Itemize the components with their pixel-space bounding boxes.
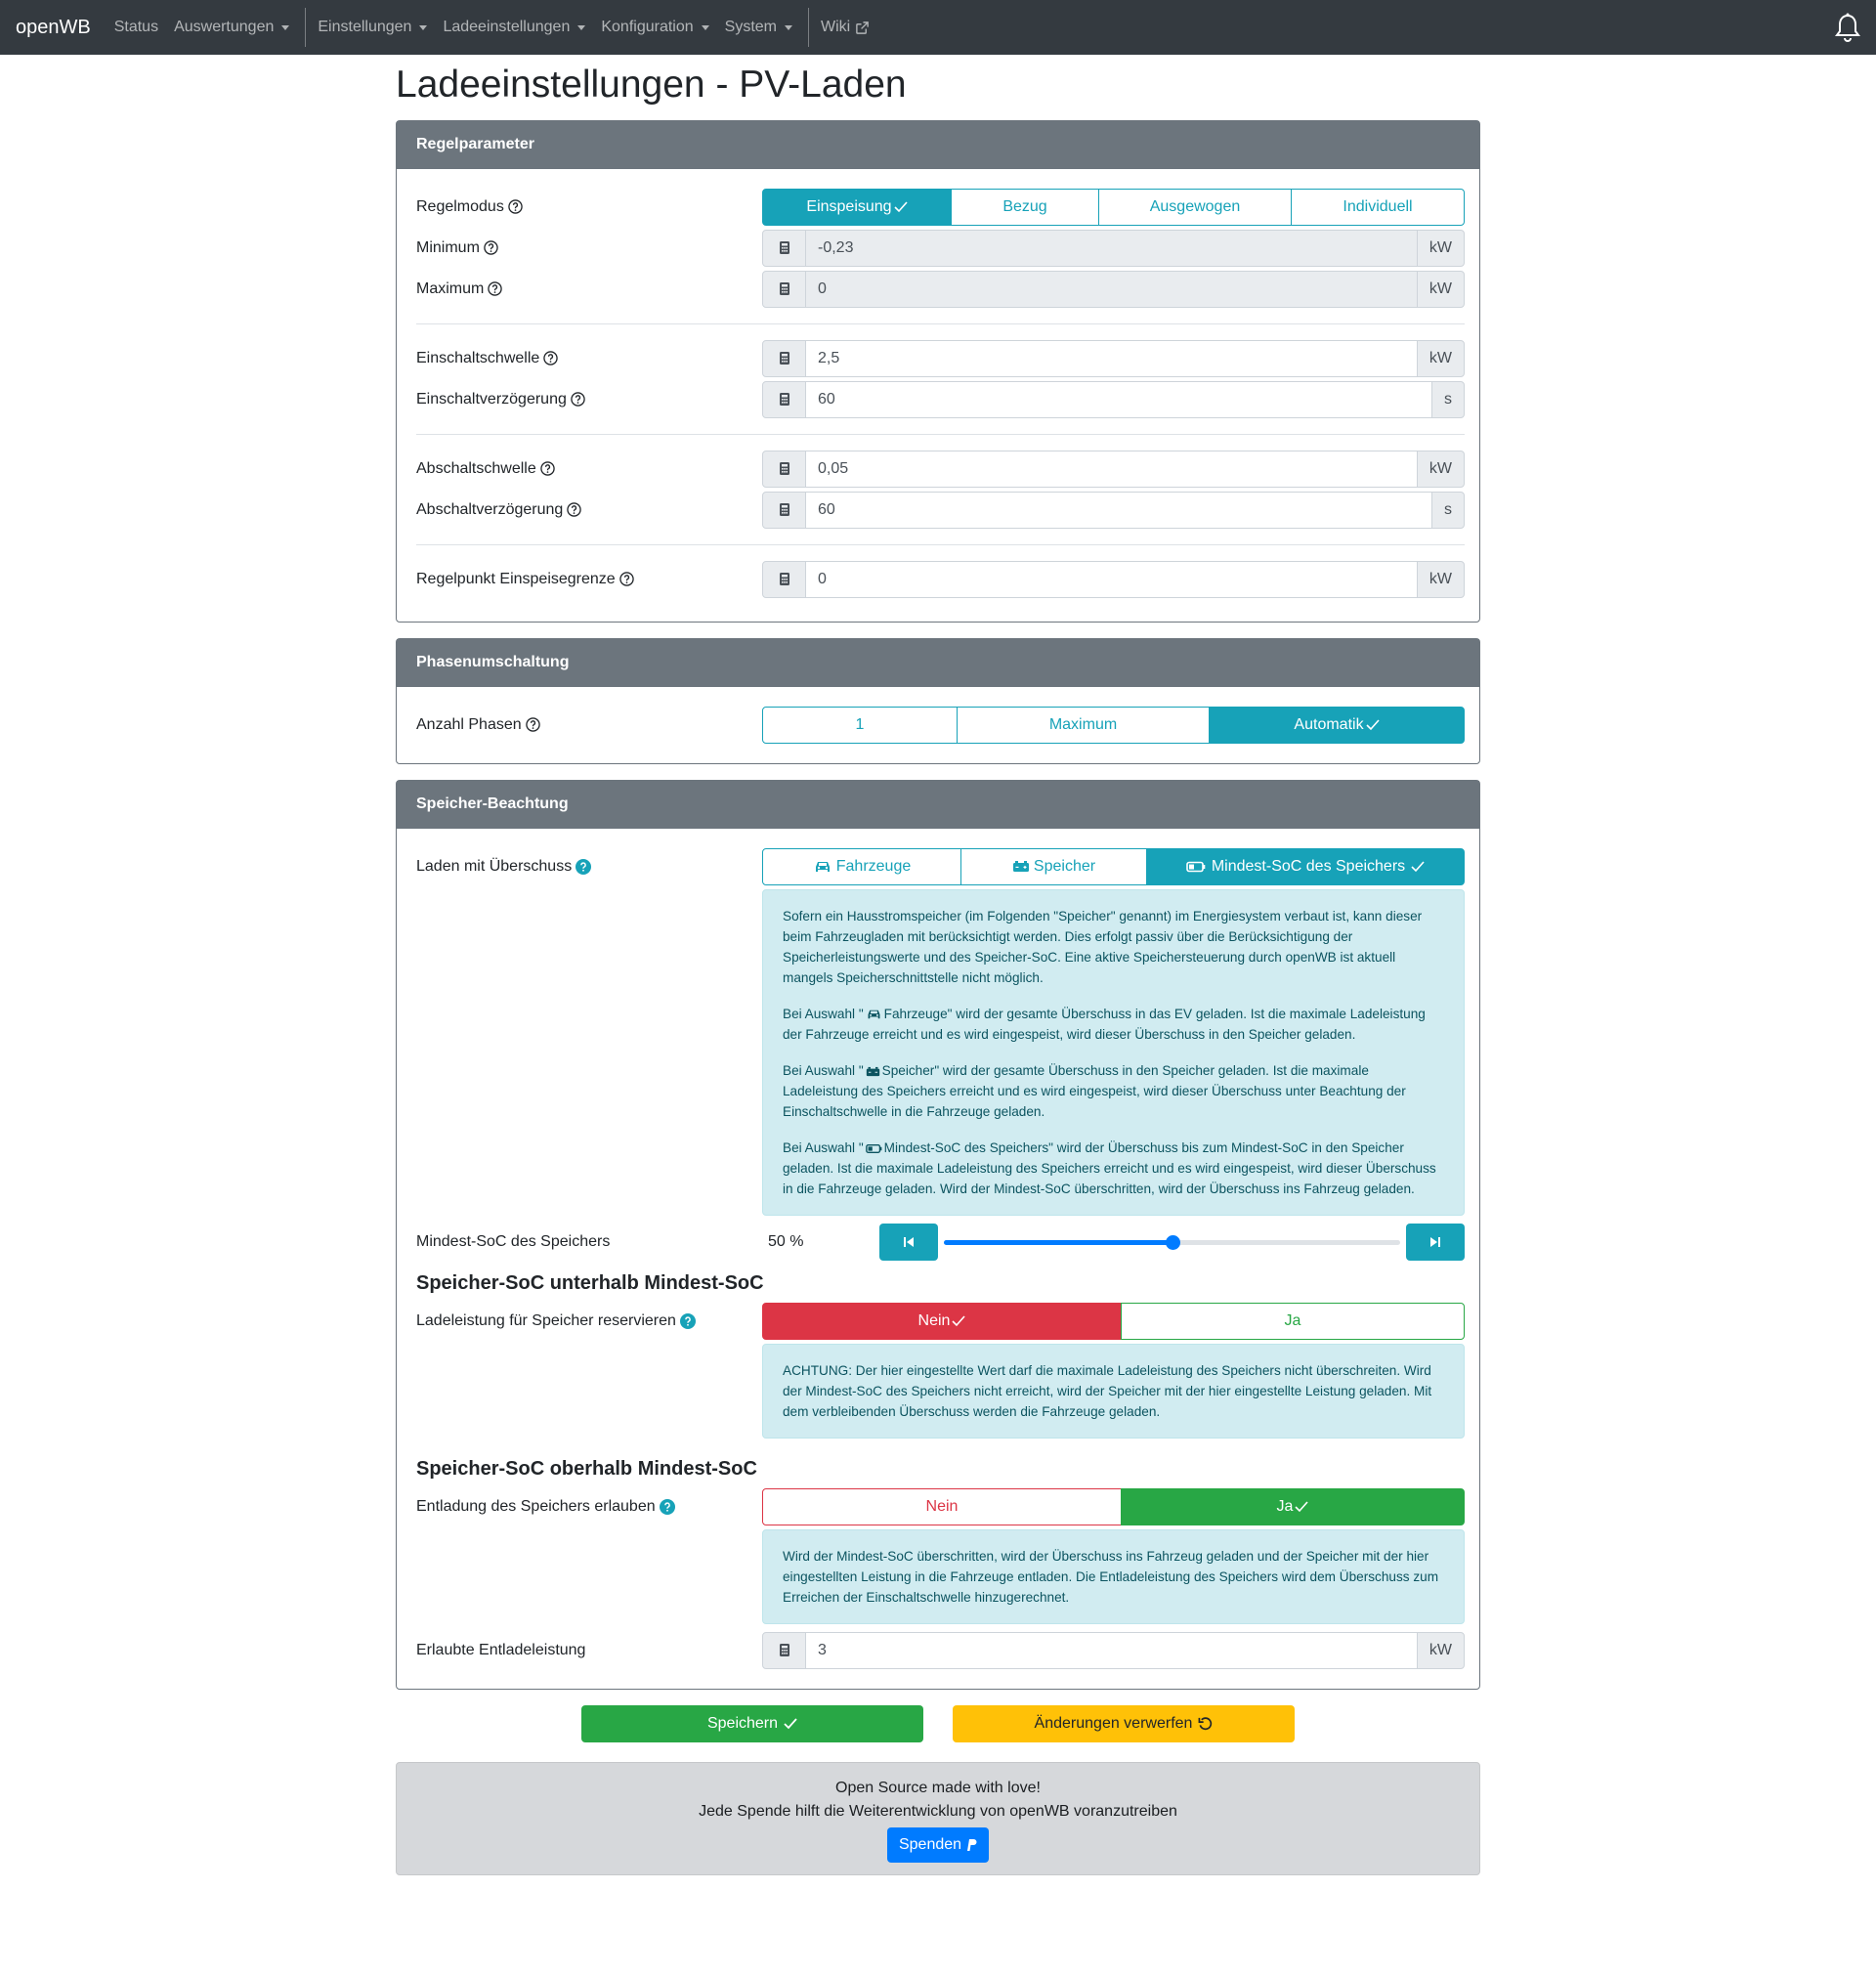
einschaltschwelle-input[interactable]: 2,5 (806, 340, 1417, 377)
discharge-nein-button[interactable] (762, 1488, 1122, 1525)
row-anzahl-phasen (416, 707, 1465, 744)
einschaltschwelle-label: Einschaltschwelle (416, 349, 540, 366)
check-icon (1366, 719, 1380, 731)
discharge-group (762, 1488, 1465, 1525)
entlade-label: Erlaubte Entladeleistung (416, 1641, 586, 1658)
donation-box (396, 1762, 1480, 1875)
calculator-icon (779, 461, 790, 476)
car-battery-icon (1012, 860, 1030, 873)
discard-label: Änderungen verwerfen (1034, 1714, 1193, 1732)
mode-einspeisung-label: Einspeisung (806, 197, 892, 215)
entlade-input[interactable]: 3 (806, 1632, 1417, 1669)
help-icon[interactable] (567, 502, 581, 517)
row-regelpunkt (416, 561, 1465, 598)
mode-individuell-button[interactable] (1291, 189, 1465, 226)
nav-wiki-label: Wiki (820, 19, 851, 35)
chevron-down-icon (577, 25, 585, 30)
unit-kw: kW (1417, 561, 1465, 598)
option-mindest-soc-label: Mindest-SoC des Speichers (1211, 857, 1406, 875)
reserve-ja-label: Ja (1284, 1311, 1301, 1329)
einschaltverzoegerung-input-group (762, 381, 1465, 418)
maximum-label: Maximum (416, 279, 485, 297)
regelpunkt-input-group (762, 561, 1465, 598)
calculator-icon (779, 351, 790, 365)
info-text: Bei Auswahl " (783, 1139, 864, 1155)
info-text: Speicher" wird der gesamte Überschuss in den Speicher geladen. Ist die maximale Ladeleistung des Speichers erreicht und es wird eingespeist, wird dieser Überschuss unter Beachtung der Einschaltschwelle in die Fahrzeuge geladen. (783, 1062, 1406, 1119)
chevron-down-icon (785, 25, 792, 30)
card-header-phasenumschaltung: Phasenumschaltung (397, 639, 1479, 687)
regelmodus-label: Regelmodus (416, 197, 504, 215)
abschaltschwelle-input[interactable]: 0,05 (806, 451, 1417, 488)
phasen-automatik-button[interactable] (1209, 707, 1465, 744)
row-laden-mit-ueberschuss (416, 848, 1465, 1224)
calculator-icon (779, 392, 790, 407)
laden-group (762, 848, 1465, 885)
unit-kw: kW (1417, 1632, 1465, 1669)
info-text: Mindest-SoC des Speichers" wird der Überschuss bis zum Mindest-SoC in den Speicher geladen. Ist die maximale Ladeleistung des Speichers erreicht und es wird eingespeist, wird dieser Überschuss in die Fahrzeuge geladen. Wird der Mindest-SoC überschritten, wird der Überschuss ins Fahrzeug geladen. (783, 1139, 1436, 1196)
help-icon[interactable] (543, 351, 558, 365)
card-regelparameter (396, 120, 1480, 623)
check-icon (894, 201, 908, 213)
calculator-icon (779, 1643, 790, 1657)
save-label: Speichern (706, 1714, 779, 1732)
external-link-icon (855, 21, 870, 35)
help-icon[interactable] (484, 240, 498, 255)
discharge-ja-button[interactable] (1121, 1488, 1465, 1525)
regelmodus-group (762, 189, 1465, 226)
battery-quarter-icon (866, 1143, 882, 1154)
row-abschaltverzoegerung (416, 492, 1465, 529)
divider (416, 544, 1465, 545)
mode-bezug-label: Bezug (1002, 197, 1047, 215)
abschaltschwelle-input-group (762, 451, 1465, 488)
slider-increment-button[interactable] (1406, 1224, 1465, 1261)
bell-icon[interactable] (1835, 13, 1860, 42)
reserve-ja-button[interactable] (1121, 1303, 1465, 1340)
minimum-input[interactable]: -0,23 (806, 230, 1417, 267)
help-icon[interactable] (488, 281, 502, 296)
abschaltverzoegerung-input-group (762, 492, 1465, 529)
calculator-icon (779, 281, 790, 296)
help-icon[interactable] (540, 461, 555, 476)
discard-button[interactable] (953, 1705, 1295, 1742)
laden-label: Laden mit Überschuss (416, 857, 573, 875)
row-minimum (416, 230, 1465, 267)
anzahl-phasen-label: Anzahl Phasen (416, 715, 522, 733)
row-erlaubte-entladeleistung (416, 1632, 1465, 1669)
mode-ausgewogen-button[interactable] (1098, 189, 1292, 226)
calculator-icon (779, 502, 790, 517)
maximum-input[interactable]: 0 (806, 271, 1417, 308)
check-icon (952, 1315, 965, 1327)
slider-thumb[interactable] (1166, 1235, 1180, 1250)
help-icon[interactable] (619, 572, 634, 586)
option-fahrzeuge-label: Fahrzeuge (835, 857, 912, 875)
phasen-maximum-label: Maximum (1048, 715, 1118, 733)
reserve-nein-button[interactable] (762, 1303, 1122, 1340)
mode-ausgewogen-label: Ausgewogen (1149, 197, 1241, 215)
mindest-soc-slider[interactable] (944, 1224, 1400, 1261)
card-phasenumschaltung (396, 638, 1480, 764)
mode-individuell-label: Individuell (1343, 197, 1413, 215)
info-reserve: ACHTUNG: Der hier eingestellte Wert darf die maximale Ladeleistung des Speichers nicht überschreiten. Wird der Mindest-SoC des Speichers nicht erreicht, wird der Speicher mit der hier eingestellte Leistung geladen. Mit dem verbleibenden Überschuss werden die Fahrzeuge geladen. (762, 1344, 1465, 1439)
row-regelmodus (416, 189, 1465, 226)
nav-system-label: System (724, 19, 777, 35)
option-speicher-button[interactable] (960, 848, 1147, 885)
help-icon[interactable] (571, 392, 585, 407)
nav-konfiguration-label: Konfiguration (601, 19, 694, 35)
nav-ladeeinstellungen-label: Ladeeinstellungen (443, 19, 571, 35)
card-header-speicher: Speicher-Beachtung (397, 781, 1479, 829)
row-ladeleistung-reservieren (416, 1303, 1465, 1446)
maximum-input-group (762, 271, 1465, 308)
check-icon (784, 1718, 797, 1730)
brand-logo[interactable]: openWB (16, 16, 91, 38)
option-mindest-soc-button[interactable] (1146, 848, 1465, 885)
phasen-1-label: 1 (855, 715, 865, 733)
row-einschaltverzoegerung (416, 381, 1465, 418)
abschaltverzoegerung-input[interactable]: 60 (806, 492, 1431, 529)
nav-divider (305, 8, 306, 47)
option-speicher-label: Speicher (1033, 857, 1096, 875)
unit-s: s (1431, 381, 1465, 418)
mode-einspeisung-button[interactable] (762, 189, 952, 226)
chevron-down-icon (702, 25, 709, 30)
car-icon (813, 860, 832, 874)
main-container (396, 63, 1480, 1875)
nav-konfiguration[interactable] (601, 19, 708, 36)
help-filled-icon[interactable] (680, 1313, 696, 1329)
nav-status-label: Status (113, 19, 159, 35)
donation-line-2: Jede Spende hilft die Weiterentwicklung von openWB voranzutreiben (699, 1802, 1177, 1820)
option-fahrzeuge-button[interactable] (762, 848, 961, 885)
nav-einstellungen[interactable] (318, 19, 427, 36)
navbar (0, 0, 1876, 55)
nav-einstellungen-label: Einstellungen (318, 19, 412, 35)
slider-decrement-button[interactable] (879, 1224, 938, 1261)
einschaltverzoegerung-label: Einschaltverzögerung (416, 390, 567, 408)
reserve-label: Ladeleistung für Speicher reservieren (416, 1311, 676, 1329)
discharge-label: Entladung des Speichers erlauben (416, 1497, 656, 1515)
entlade-input-group (762, 1632, 1465, 1669)
donate-button[interactable] (887, 1827, 989, 1863)
action-bar (396, 1705, 1480, 1742)
heading-below-min-soc: Speicher-SoC unterhalb Mindest-SoC (416, 1271, 764, 1294)
phasen-group (762, 707, 1465, 744)
row-entladung-erlauben (416, 1488, 1465, 1632)
unit-s: s (1431, 492, 1465, 529)
nav-auswertungen[interactable] (174, 19, 289, 36)
phasen-maximum-button[interactable] (957, 707, 1210, 744)
undo-icon (1198, 1716, 1213, 1731)
info-laden-mit-ueberschuss (762, 889, 1465, 1216)
unit-kw: kW (1417, 340, 1465, 377)
minimum-label: Minimum (416, 238, 480, 256)
row-mindest-soc (416, 1224, 1465, 1261)
card-speicher-beachtung (396, 780, 1480, 1690)
step-backward-icon (903, 1236, 915, 1248)
info-paragraph: Sofern ein Hausstromspeicher (im Folgenden "Speicher" genannt) im Energiesystem verbaut ist, kann dieser beim Fahrzeugladen mit berücksichtigt werden. Dies erfolgt passiv über die Berücksichtigung der Speicherleistungswerte und des Speicher-SoC. Eine aktive Speichersteuerung durch openWB ist aktuell mangels Speicherschnittstelle nicht möglich. (783, 908, 1423, 985)
page-title: Ladeeinstellungen - PV-Laden (396, 64, 907, 106)
phasen-1-button[interactable] (762, 707, 958, 744)
help-icon[interactable] (508, 199, 523, 214)
mindest-soc-label: Mindest-SoC des Speichers (416, 1232, 611, 1250)
regelpunkt-label: Regelpunkt Einspeisegrenze (416, 570, 616, 587)
card-header-regelparameter: Regelparameter (397, 121, 1479, 169)
reserve-group (762, 1303, 1465, 1340)
info-paragraph (783, 1138, 1444, 1199)
help-icon[interactable] (526, 717, 540, 732)
step-forward-icon (1429, 1236, 1441, 1248)
info-text: Bei Auswahl " (783, 1062, 864, 1078)
chevron-down-icon (281, 25, 289, 30)
nav-divider (808, 8, 809, 47)
abschaltschwelle-label: Abschaltschwelle (416, 459, 536, 477)
info-discharge: Wird der Mindest-SoC überschritten, wird der Überschuss ins Fahrzeug geladen und der Speicher mit der hier eingestellten Leistung in die Fahrzeuge entladen. Die Entladeleistung des Speichers wird dem Überschuss zum Erreichen der Einschaltschwelle hinzugerechnet. (762, 1529, 1465, 1624)
einschaltverzoegerung-input[interactable]: 60 (806, 381, 1431, 418)
row-abschaltschwelle (416, 451, 1465, 488)
help-filled-icon[interactable] (660, 1499, 675, 1515)
battery-quarter-icon (1186, 861, 1206, 873)
help-filled-icon[interactable] (576, 859, 591, 875)
nav-ladeeinstellungen[interactable] (443, 19, 585, 36)
car-icon (866, 1009, 882, 1020)
einschaltschwelle-input-group (762, 340, 1465, 377)
mode-bezug-button[interactable] (951, 189, 1099, 226)
check-icon (1411, 861, 1425, 873)
divider (416, 434, 1465, 435)
reserve-nein-label: Nein (917, 1311, 951, 1329)
phasen-automatik-label: Automatik (1294, 715, 1364, 733)
info-paragraph (783, 1060, 1444, 1122)
nav-wiki[interactable] (821, 19, 870, 36)
unit-kw: kW (1417, 230, 1465, 267)
check-icon (1295, 1501, 1308, 1513)
mindest-soc-slider-group (762, 1224, 1465, 1261)
minimum-input-group (762, 230, 1465, 267)
save-button[interactable] (581, 1705, 923, 1742)
info-text: Bei Auswahl " (783, 1006, 864, 1021)
abschaltverzoegerung-label: Abschaltverzögerung (416, 500, 564, 518)
nav-system[interactable] (725, 19, 792, 36)
row-einschaltschwelle (416, 340, 1465, 377)
paypal-icon (965, 1838, 977, 1852)
row-maximum (416, 271, 1465, 308)
donate-label: Spenden (898, 1835, 962, 1853)
regelpunkt-input[interactable]: 0 (806, 561, 1417, 598)
discharge-nein-label: Nein (925, 1497, 959, 1515)
info-text: Fahrzeuge" wird der gesamte Überschuss in das EV geladen. Ist die maximale Ladeleistung der Fahrzeuge erreicht und es wird eingespeist, wird dieser Überschuss in den Speicher geladen. (783, 1006, 1426, 1042)
car-battery-icon (866, 1066, 880, 1077)
mindest-soc-value: 50 % (768, 1232, 804, 1250)
info-paragraph (783, 1004, 1444, 1045)
divider (416, 323, 1465, 324)
nav-auswertungen-label: Auswertungen (174, 19, 275, 35)
nav-status[interactable] (114, 19, 158, 36)
discharge-ja-label: Ja (1276, 1497, 1294, 1515)
heading-above-min-soc: Speicher-SoC oberhalb Mindest-SoC (416, 1457, 757, 1480)
chevron-down-icon (419, 25, 427, 30)
slider-fill (944, 1240, 1172, 1245)
unit-kw: kW (1417, 271, 1465, 308)
calculator-icon (779, 572, 790, 586)
donation-line-1: Open Source made with love! (835, 1779, 1041, 1796)
calculator-icon (779, 240, 790, 255)
unit-kw: kW (1417, 451, 1465, 488)
